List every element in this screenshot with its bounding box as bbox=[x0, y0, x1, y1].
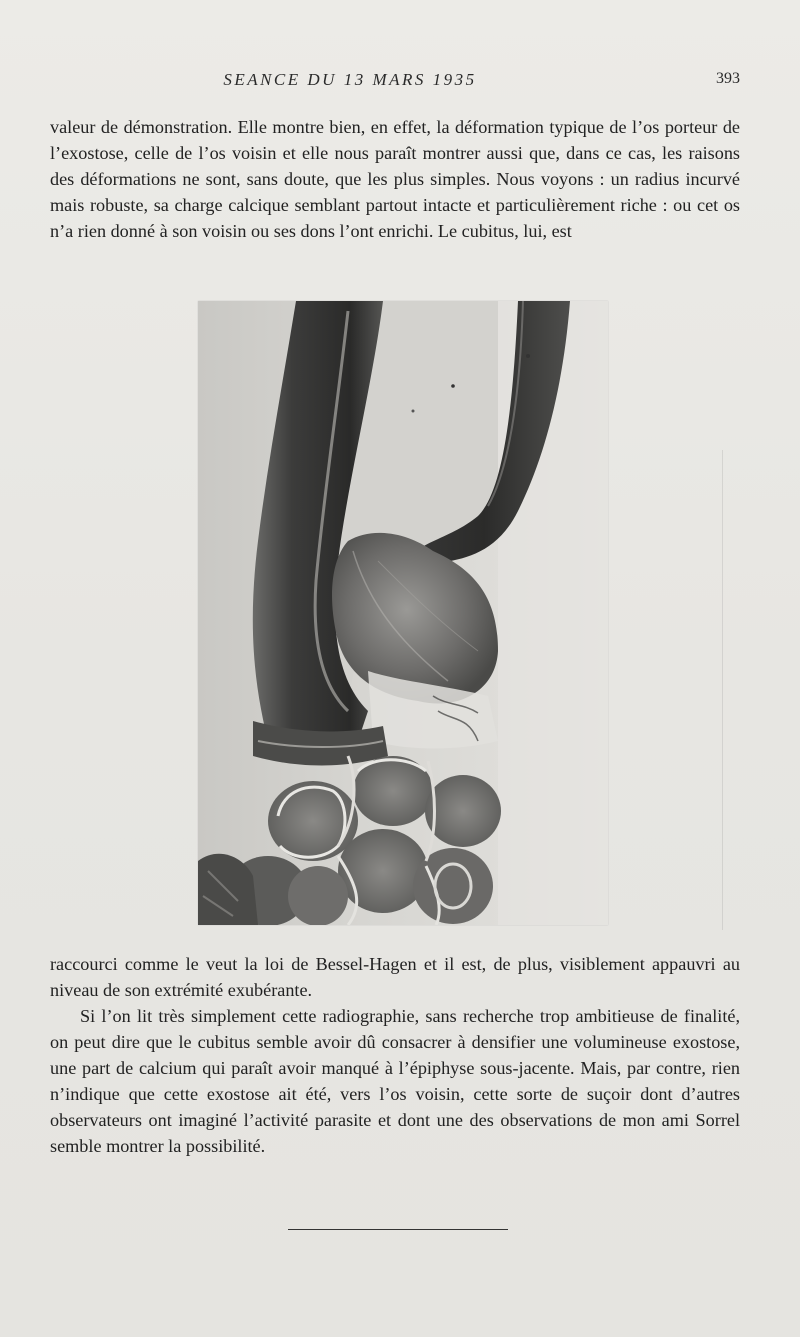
radiograph-figure bbox=[198, 301, 608, 925]
section-end-rule bbox=[288, 1229, 508, 1230]
page-number: 393 bbox=[716, 70, 740, 87]
body-text-bottom bbox=[50, 951, 740, 1159]
body-text-top bbox=[50, 114, 740, 244]
paragraph: raccourci comme le veut la loi de Bessel-Hagen et il est, de plus, visiblement appauvri au niveau de son extrémité exubérante. bbox=[50, 954, 740, 1000]
radiograph-image bbox=[198, 301, 608, 925]
paragraph: Si l’on lit très simplement cette radiographie, sans recherche trop ambitieuse de finalité, on peut dire que le cubitus semble avoir dû consacrer à densifier une volumineuse exostose, une part de calcium qui paraît avoir manqué à l’épiphyse sous-jacente. Mais, par contre, rien n’indique que cette exostose ait été, vers l’os voisin, cette sorte de suçoir dont d’autres observateurs ont imaginé l’activité parasite et dont une des observations de mon ami Sorrel semble montrer la possibilité. bbox=[50, 1006, 740, 1156]
running-title: SEANCE DU 13 MARS 1935 bbox=[223, 70, 477, 89]
running-header bbox=[50, 70, 740, 94]
paragraph: valeur de démonstration. Elle montre bien, en effet, la déformation typique de l’os porteur de l’exostose, celle de l’os voisin et elle nous paraît montrer aussi que, dans ce cas, les raisons des déformations ne sont, sans doute, que les plus simples. Nous voyons : un radius incurvé mais robuste, sa charge calcique semblant partout intacte et particulièrement riche : ou cet os n’a rien donné à son voisin ou ses dons l’ont enrichi. Le cubitus, lui, est bbox=[50, 117, 740, 241]
